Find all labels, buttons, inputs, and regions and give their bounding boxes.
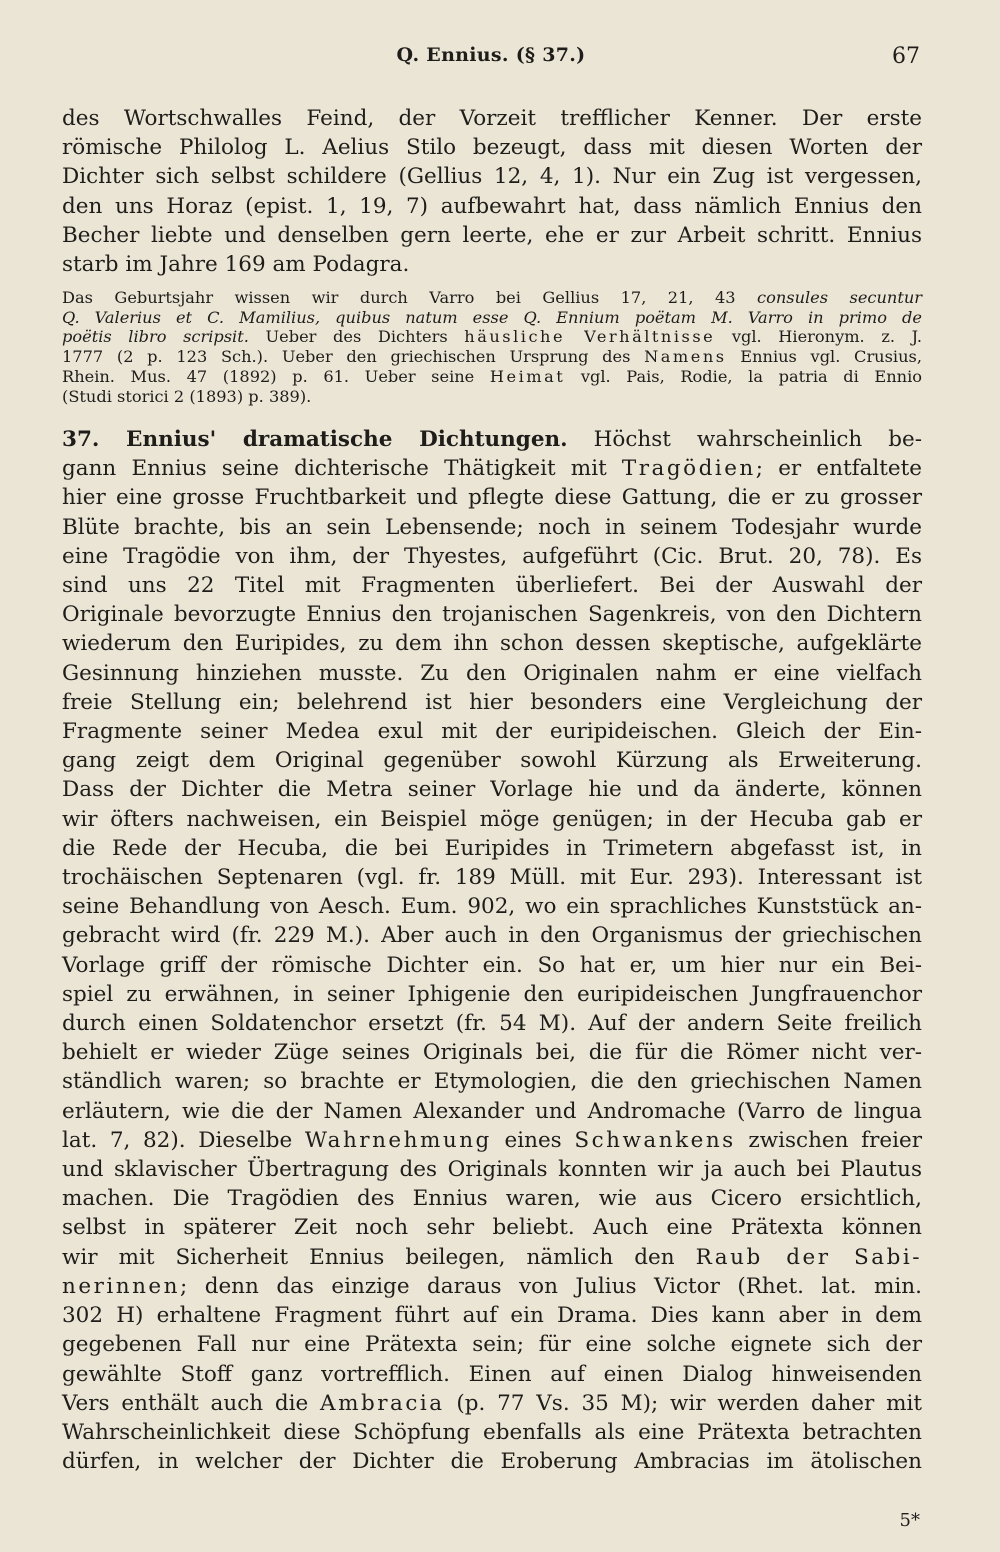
text-line: hier eine grosse Fruchtbarkeit und pflegte diese Gattung, die er zu grosser [62, 485, 922, 511]
text-line: sind uns 22 Titel mit Fragmenten überliefert. Bei der Auswahl der [62, 573, 922, 599]
text-line: Dass der Dichter die Metra seiner Vorlage hie und da änderte, können [62, 777, 922, 803]
line-text: Vers enthält auch die [62, 1390, 309, 1416]
text-line: den uns Horaz (epist. 1, 19, 7) aufbewahrt hat, dass nämlich Ennius den [62, 193, 922, 219]
text-line: Vorlage griff der römische Dichter ein. So hat er, um hier nur ein Bei- [62, 952, 922, 978]
note-text: vgl. Hieronym. z. J. [731, 327, 922, 347]
text-line: erläutern, wie die der Namen Alexander und Andromache (Varro de lingua [62, 1098, 922, 1124]
note-line [62, 288, 922, 308]
spaced-term: Namens [644, 347, 727, 367]
text-line: gegebenen Fall nur eine Prätexta sein; für eine solche eignete sich der [62, 1332, 922, 1358]
line-text: gann Ennius seine dichterische Thätigkeit mit [62, 456, 607, 482]
text-line: Blüte brachte, bis an sein Lebensende; noch in seinem Todesjahr wurde [62, 514, 922, 540]
text-line: gebracht wird (fr. 229 M.). Aber auch in den Organismus der griechischen [62, 923, 922, 949]
text-line: die Rede der Hecuba, die bei Euripides in Trimetern abgefasst ist, in [62, 835, 922, 861]
spaced-term: Tragödien [621, 456, 756, 482]
latin-quote: poëtis libro scripsit. [62, 327, 249, 347]
text-line: 302 H) erhaltene Fragment führt auf ein Drama. Dies kann aber in dem [62, 1303, 922, 1329]
text-line: dürfen, in welcher der Dichter die Eroberung Ambracias im ätolischen [62, 1449, 922, 1475]
text-line: gang zeigt dem Original gegenüber sowohl Kürzung als Erweiterung. [62, 748, 922, 774]
page-number: 67 [892, 44, 920, 69]
spaced-term: häusliche Verhältnisse [464, 327, 716, 347]
line-text: ; denn das einzige daraus von Julius Victor (Rhet. lat. min. [180, 1273, 922, 1299]
text-line [62, 1126, 922, 1155]
text-line [62, 1243, 922, 1272]
page-header [62, 44, 920, 80]
spaced-term: Raub der Sabi- [695, 1244, 922, 1270]
line-text: ; er entfaltete [755, 456, 922, 482]
text-line: Originale bevorzugte Ennius den trojanischen Sagenkreis, von den Dichtern [62, 602, 922, 628]
text-line [62, 1272, 922, 1301]
spaced-term: Ambracia [320, 1390, 445, 1416]
text-line: starb im Jahre 169 am Podagra. [62, 252, 410, 278]
text-line: eine Tragödie von ihm, der Thyestes, aufgeführt (Cic. Brut. 20, 78). Es [62, 543, 922, 569]
line-text: eines [504, 1127, 562, 1153]
text-line: selbst in späterer Zeit noch sehr beliebt. Auch eine Prätexta können [62, 1215, 922, 1241]
section-37 [62, 425, 922, 1476]
text-line: durch einen Soldatenchor ersetzt (fr. 54 M). Auf der andern Seite freilich [62, 1011, 922, 1037]
text-line: freie Stellung ein; belehrend ist hier besonders eine Vergleichung der [62, 689, 922, 715]
spaced-term: Schwankens [574, 1127, 736, 1153]
note-text: Rhein. Mus. 47 (1892) p. 61. Ueber seine [62, 366, 475, 386]
text-line: gewählte Stoff ganz vortrefflich. Einen auf einen Dialog hinweisenden [62, 1361, 922, 1387]
text-line: trochäischen Septenaren (vgl. fr. 189 Müll. mit Eur. 293). Interessant ist [62, 865, 922, 891]
spaced-term: Heimat [489, 366, 566, 386]
note-line [62, 367, 922, 387]
text-line: Gesinnung hinziehen musste. Zu den Originalen nahm er eine vielfach [62, 660, 922, 686]
spaced-term: Wahrnehmung [304, 1127, 492, 1153]
text-line: Dichter sich selbst schildere (Gellius 12, 4, 1). Nur ein Zug ist vergessen, [62, 164, 922, 190]
text-line: und sklavischer Übertragung des Originals konnten wir ja auch bei Plautus [62, 1157, 922, 1183]
note-line: Q. Valerius et C. Mamilius, quibus natum esse Q. Ennium poëtam M. Varro in primo de [62, 307, 922, 327]
note-line: (Studi storici 2 (1893) p. 389). [62, 386, 312, 406]
text-line: Wahrscheinlichkeit diese Schöpfung ebenfalls als eine Prätexta betrachten [62, 1419, 922, 1445]
note-text: Ennius vgl. Crusius, [740, 347, 922, 367]
text-line [62, 454, 922, 483]
line-text: zwischen freier [748, 1127, 922, 1153]
text-line: wir öfters nachweisen, ein Beispiel möge genügen; in der Hecuba gab er [62, 806, 922, 832]
spaced-term: nerinnen [62, 1273, 180, 1299]
note-line [62, 327, 922, 347]
line-text: (p. 77 Vs. 35 M); wir werden daher mit [456, 1390, 922, 1416]
latin-quote: consules secuntur [757, 288, 922, 307]
text-line: wiederum den Euripides, zu dem ihn schon dessen skeptische, aufgeklärte [62, 631, 922, 657]
intro-paragraph [62, 104, 922, 279]
note-line [62, 347, 922, 367]
text-line: Becher liebte und denselben gern leerte, ehe er zur Arbeit schritt. Ennius [62, 222, 922, 248]
note-text: Das Geburtsjahr wissen wir durch Varro bei Gellius 17, 21, 43 [62, 288, 736, 307]
note-text: Ueber des Dichters [265, 327, 448, 347]
text-line: machen. Die Tragödien des Ennius waren, wie aus Cicero ersichtlich, [62, 1186, 922, 1212]
line-text: lat. 7, 82). Dieselbe [62, 1127, 293, 1153]
section-heading: 37. Ennius' dramatische Dichtungen. [62, 427, 568, 452]
text-line: ständlich waren; so brachte er Etymologien, die den griechischen Namen [62, 1069, 922, 1095]
running-head: Q. Ennius. (§ 37.) [396, 44, 586, 66]
text-line: Fragmente seiner Medea exul mit der euripideischen. Gleich der Ein- [62, 719, 922, 745]
line-text: Höchst wahrscheinlich be- [593, 427, 922, 452]
text-line: des Wortschwalles Feind, der Vorzeit trefflicher Kenner. Der erste [62, 106, 922, 131]
text-line [62, 1389, 922, 1418]
note-text: 1777 (2 p. 123 Sch.). Ueber den griechischen Ursprung des [62, 347, 631, 367]
footnote-block [62, 288, 922, 406]
printer-signature: 5* [899, 1510, 920, 1531]
note-text: vgl. Pais, Rodie, la patria di Ennio [580, 366, 923, 386]
text-line: behielt er wieder Züge seines Originals bei, die für die Römer nicht ver- [62, 1040, 922, 1066]
text-line: römische Philolog L. Aelius Stilo bezeugt, dass mit diesen Worten der [62, 135, 922, 161]
line-text: wir mit Sicherheit Ennius beilegen, nämlich den [62, 1244, 675, 1270]
text-line: spiel zu erwähnen, in seiner Iphigenie den euripideischen Jungfrauenchor [62, 981, 922, 1007]
text-line: seine Behandlung von Aesch. Eum. 902, wo ein sprachliches Kunststück an- [62, 894, 922, 920]
text-line [62, 425, 922, 454]
